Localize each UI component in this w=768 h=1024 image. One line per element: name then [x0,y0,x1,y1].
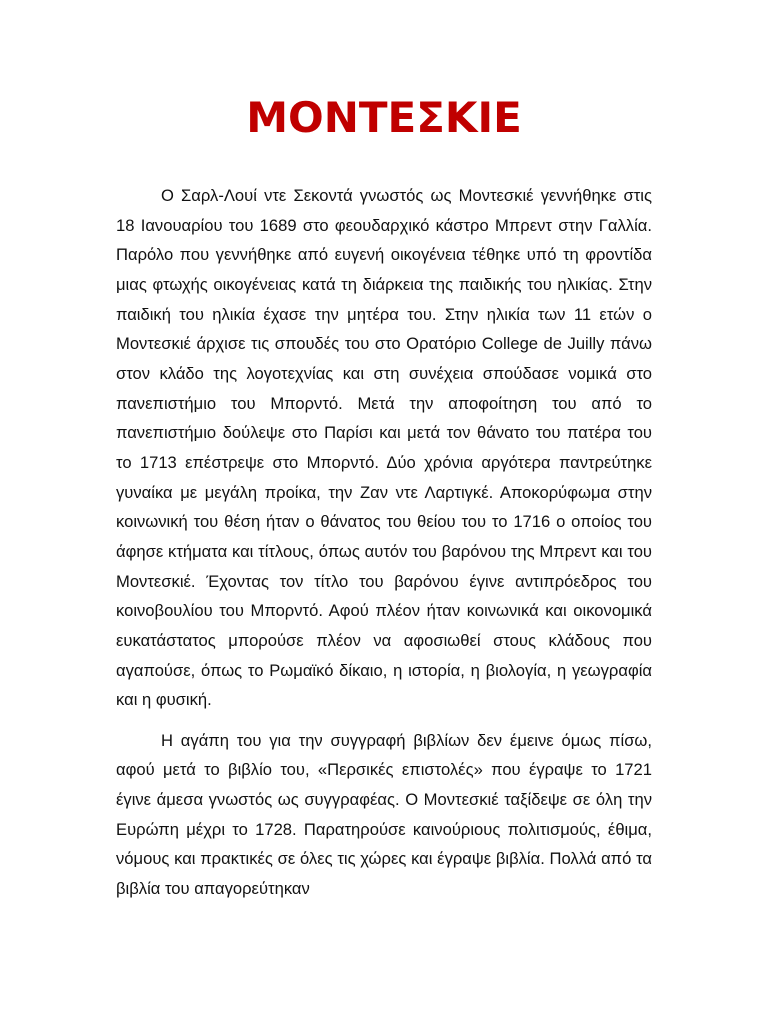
paragraph-writing: Η αγάπη του για την συγγραφή βιβλίων δεν έμεινε όμως πίσω, αφού μετά το βιβλίο του, «Περσικές επιστολές» που έγραψε το 1721 έγινε άμεσα γνωστός ως συγγραφέας. Ο Μοντεσκιέ ταξίδεψε σε όλη την Ευρώπη μέχρι το 1728. Παρατηρούσε καινούριους πολιτισμούς, έθιμα, νόμους και πρακτικές σε όλες τις χώρες και έγραψε βιβλία. Πολλά από τα βιβλία του απαγορεύτηκαν [116,730,652,899]
page-title: ΜΟΝΤΕΣΚΙΕ [246,93,522,142]
document-body [116,181,652,904]
paragraph-biography: Ο Σαρλ-Λουί ντε Σεκοντά γνωστός ως Μοντεσκιέ γεννήθηκε στις 18 Ιανουαρίου του 1689 στο φεουδαρχικό κάστρο Μπρεντ στην Γαλλία. Παρόλο που γεννήθηκε από ευγενή οικογένεια τέθηκε υπό τη φροντίδα μιας φτωχής οικογένειας κατά τη διάρκεια της παιδικής του ηλικίας. Στην παιδική του ηλικία έχασε την μητέρα του. Στην ηλικία των 11 ετών ο Μοντεσκιέ άρχισε τις σπουδές του στο Ορατόριο College de Juilly πάνω στον κλάδο της λογοτεχνίας και στη συνέχεια σπούδασε νομικά στο πανεπιστήμιο του Μπορντό. Μετά την αποφοίτηση του από το πανεπιστήμιο δούλεψε στο Παρίσι και μετά τον θάνατο του πατέρα του το 1713 επέστρεψε στο Μπορντό. Δύο χρόνια αργότερα παντρεύτηκε γυναίκα με μεγάλη προίκα, την Ζαν ντε Λαρτιγκέ. Αποκορύφωμα στην κοινωνική του θέση ήταν ο θάνατος του θείου του το 1716 ο οποίος του άφησε κτήματα και τίτλους, όπως αυτόν του βαρόνου της Μπρεντ και του Μοντεσκιέ. Έχοντας τον τίτλο του βαρόνου έγινε αντιπρόεδρος του κοινοβουλίου του Μπορντό. Αφού πλέον ήταν κοινωνικά και οικονομικά ευκατάστατος μπορούσε πλέον να αφοσιωθεί στους κλάδους που αγαπούσε, όπως το Ρωμαϊκό δίκαιο, η ιστορία, η βιολογία, η γεωγραφία και η φυσική. [116,186,652,710]
